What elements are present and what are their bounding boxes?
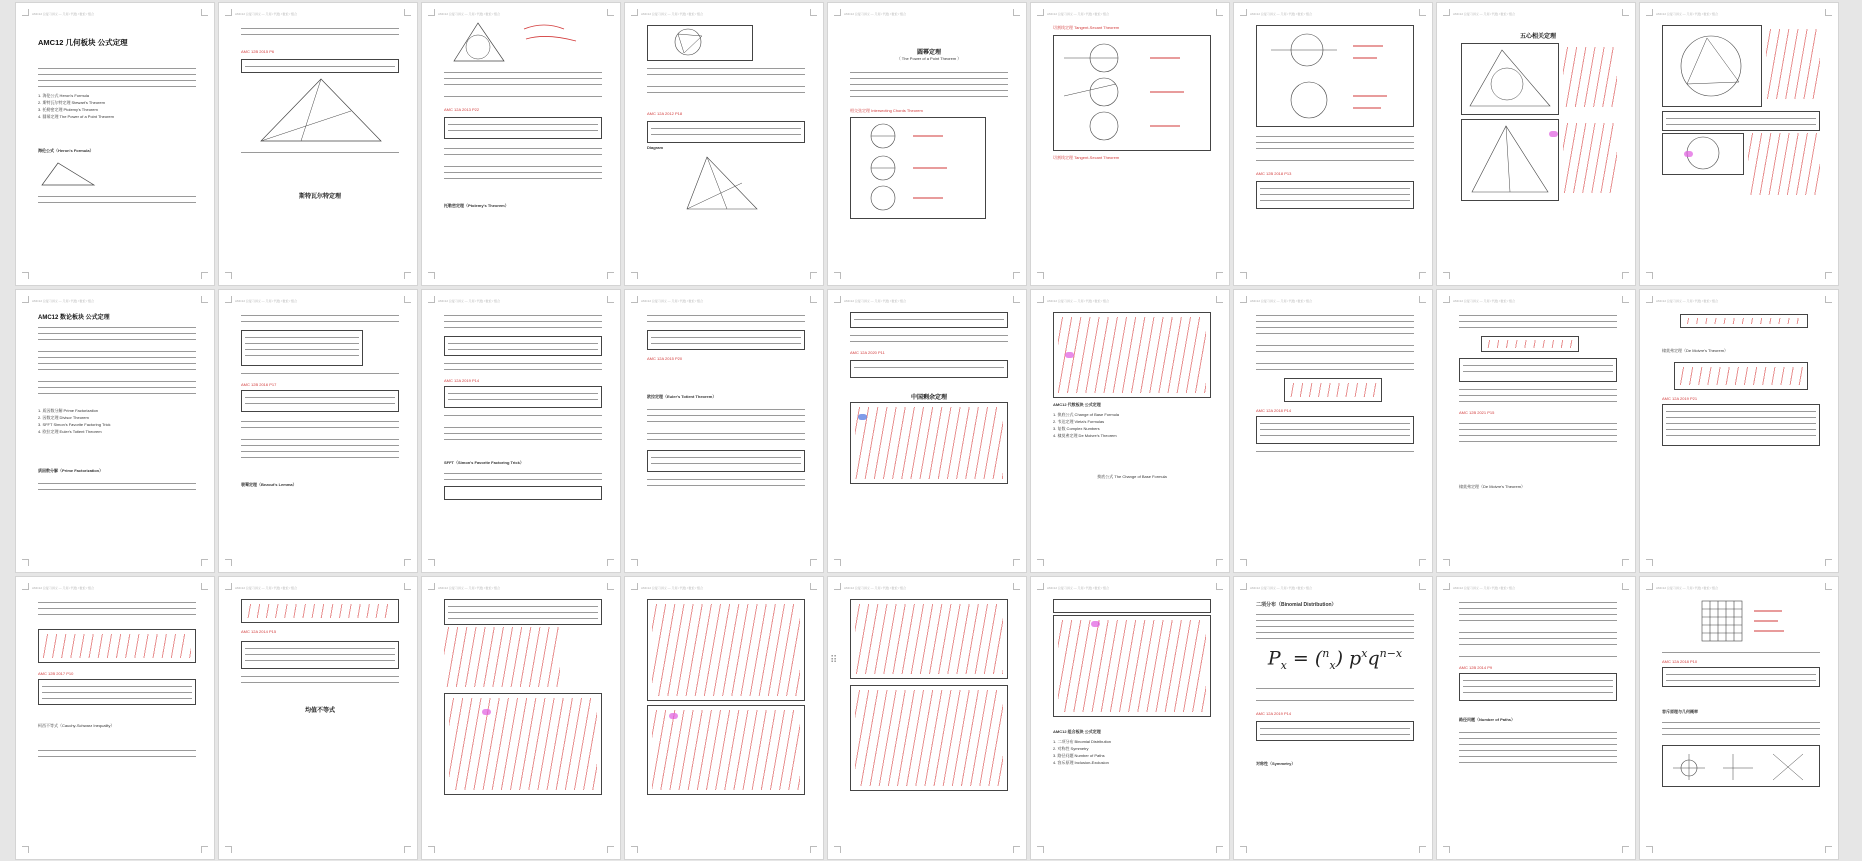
paragraph	[647, 406, 805, 424]
paragraph	[647, 65, 805, 77]
paragraph	[241, 418, 399, 430]
problem-box	[444, 599, 602, 625]
triangle-figure	[241, 75, 399, 145]
paragraph	[38, 599, 196, 617]
triangle-figure	[38, 159, 104, 187]
formula-box	[647, 450, 805, 472]
problem-box	[241, 641, 399, 669]
problem-box	[1256, 721, 1414, 741]
page-header: AMC12 总复习讲义 — 几何 / 代数 / 数论 / 组合	[1656, 586, 1719, 590]
problem-box	[1256, 181, 1414, 209]
circle-diagrams	[1053, 35, 1211, 151]
page-title: AMC12 组合板块 公式定理	[1053, 729, 1101, 734]
solution-box	[1053, 312, 1211, 398]
problem-box	[241, 59, 399, 73]
circle-figure	[647, 25, 753, 61]
page-header: AMC12 总复习讲义 — 几何 / 代数 / 数论 / 组合	[641, 299, 704, 303]
page-header: AMC12 总复习讲义 — 几何 / 代数 / 数论 / 组合	[32, 586, 95, 590]
doc-page[interactable]	[422, 290, 620, 572]
list-item: 2. 因数定理 Divisor Theorem	[38, 415, 89, 420]
page-subtitle: （ The Power of a Point Theorem ）	[896, 56, 962, 61]
paragraph	[38, 65, 196, 87]
page-header: AMC12 总复习讲义 — 几何 / 代数 / 数论 / 组合	[1047, 12, 1110, 16]
paragraph	[1256, 360, 1414, 372]
page-header: AMC12 总复习讲义 — 几何 / 代数 / 数论 / 组合	[32, 12, 95, 16]
paragraph	[38, 324, 196, 342]
problem-label: AMC 12A 2018 P10	[1662, 659, 1698, 664]
list-item: 3. 复数 Complex Numbers	[1053, 426, 1100, 431]
problem-box	[647, 121, 805, 143]
list-item: 2. 斯特瓦尔特定理 Stewart's Theorem	[38, 100, 105, 105]
page-header: AMC12 总复习讲义 — 几何 / 代数 / 数论 / 组合	[1047, 299, 1110, 303]
formula-box	[1284, 378, 1382, 402]
doc-page[interactable]	[1031, 290, 1229, 572]
paragraph	[1256, 611, 1414, 641]
problem-label: AMC 12A 2019 P14	[444, 378, 480, 383]
doc-page[interactable]	[219, 577, 417, 859]
doc-page[interactable]	[1640, 3, 1838, 285]
paragraph	[647, 312, 805, 324]
section-heading: 海伦公式（Heron's Formula）	[38, 148, 94, 153]
paragraph	[1459, 629, 1617, 647]
doc-page[interactable]	[1031, 3, 1229, 285]
page-header: AMC12 总复习讲义 — 几何 / 代数 / 数论 / 组合	[641, 586, 704, 590]
problem-label: AMC 12A 2019 P21	[1662, 396, 1698, 401]
list-item: 3. 托勒密定理 Ptolemy's Theorem	[38, 107, 98, 112]
solution-box	[444, 693, 602, 795]
doc-page[interactable]	[625, 577, 823, 859]
paragraph	[444, 145, 602, 157]
triangle-figure	[444, 19, 602, 65]
problem-label: AMC 12A 2012 P18	[647, 111, 683, 116]
section-heading: 均值不等式	[304, 708, 335, 714]
page-header: AMC12 总复习讲义 — 几何 / 代数 / 数论 / 组合	[438, 299, 501, 303]
problem-box	[1459, 673, 1617, 701]
section-heading: 对称性（Symmetry）	[1256, 761, 1296, 766]
paragraph	[444, 93, 602, 99]
paragraph	[647, 430, 805, 442]
paragraph	[444, 69, 602, 87]
section-label: 棣莫弗定理（De Moivre's Theorem）	[1662, 348, 1729, 353]
section-label: 相交弦定理 Intersecting Chords Theorem	[850, 108, 923, 113]
section-label: 切割线定理 Tangent-Secant Theorem	[1053, 155, 1120, 160]
handwritten-notes	[444, 627, 560, 687]
page-header: AMC12 总复习讲义 — 几何 / 代数 / 数论 / 组合	[1453, 299, 1516, 303]
doc-page[interactable]	[828, 3, 1026, 285]
section-heading: 路径问题（Number of Paths）	[1459, 717, 1516, 722]
paragraph	[241, 370, 399, 376]
formula-box	[1481, 336, 1579, 352]
list-item: 2. 对称性 Symmetry	[1053, 746, 1089, 751]
section-heading: 二项分布（Binomial Distribution）	[1256, 602, 1337, 608]
paragraph	[38, 480, 196, 492]
formula-box	[241, 599, 399, 623]
problem-box	[38, 679, 196, 705]
paragraph	[1256, 342, 1414, 354]
paragraph	[1459, 386, 1617, 404]
problem-label: AMC 12A 2020 P11	[850, 350, 885, 355]
doc-page[interactable]	[16, 290, 214, 572]
doc-page[interactable]	[219, 3, 417, 285]
handwritten-notes	[1766, 29, 1820, 99]
list-item: 4. 欧拉定理 Euler's Totient Theorem	[38, 429, 102, 434]
list-item: 1. 质因数分解 Prime Factorization	[38, 408, 99, 413]
problem-box	[850, 360, 1008, 378]
page-header: AMC12 总复习讲义 — 几何 / 代数 / 数论 / 组合	[235, 586, 298, 590]
page-title: 五心相关定理	[1519, 34, 1556, 40]
paragraph	[444, 412, 602, 418]
paragraph	[444, 163, 602, 181]
doc-page[interactable]	[1234, 577, 1432, 859]
page-header: AMC12 总复习讲义 — 几何 / 代数 / 数论 / 组合	[844, 12, 907, 16]
doc-page[interactable]	[1437, 290, 1635, 572]
page-header: AMC12 总复习讲义 — 几何 / 代数 / 数论 / 组合	[235, 12, 298, 16]
page-header: AMC12 总复习讲义 — 几何 / 代数 / 数论 / 组合	[844, 299, 907, 303]
paragraph	[444, 470, 602, 482]
paragraph	[1256, 685, 1414, 691]
list-item: 2. 韦达定理 Vieta's Formulas	[1053, 419, 1105, 424]
list-item: 4. 棣莫弗定理 De Moivre's Theorem	[1053, 433, 1117, 438]
page-header: AMC12 总复习讲义 — 几何 / 代数 / 数论 / 组合	[438, 12, 501, 16]
paragraph	[1256, 448, 1414, 454]
formula-box	[38, 629, 196, 663]
solution-box	[850, 599, 1008, 679]
doc-page[interactable]	[219, 290, 417, 572]
section-heading: 裴蜀定理（Bezout's Lemma）	[241, 482, 297, 487]
page-header: AMC12 总复习讲义 — 几何 / 代数 / 数论 / 组合	[641, 12, 704, 16]
section-heading: 欧拉定理（Euler's Totient Theorem）	[647, 394, 717, 399]
page-header: AMC12 总复习讲义 — 几何 / 代数 / 数论 / 组合	[844, 586, 907, 590]
section-label: 柯西不等式（Cauchy-Schwarz Inequality）	[38, 723, 115, 728]
paragraph	[241, 25, 399, 37]
paragraph	[38, 747, 196, 759]
diagram-label: Diagram	[647, 145, 664, 150]
problem-label: AMC 12A 2015 P20	[647, 356, 683, 361]
problem-box	[444, 117, 602, 139]
page-header: AMC12 总复习讲义 — 几何 / 代数 / 数论 / 组合	[1250, 299, 1313, 303]
paragraph	[647, 83, 805, 95]
paragraph	[38, 193, 196, 207]
section-heading: 中国剩余定理	[910, 395, 947, 401]
problem-box	[647, 330, 805, 350]
page-header: AMC12 总复习讲义 — 几何 / 代数 / 数论 / 组合	[1656, 12, 1719, 16]
doc-page[interactable]	[625, 3, 823, 285]
paragraph	[647, 476, 805, 488]
page-title: AMC12 代数板块 公式定理	[1053, 402, 1101, 407]
paragraph	[850, 69, 1008, 99]
paragraph	[444, 360, 602, 372]
section-heading: 容斥原理与几何概率	[1662, 709, 1698, 714]
problem-box	[850, 312, 1008, 328]
problem-label: AMC 12B 2021 P15	[1459, 410, 1495, 415]
problem-box	[1662, 667, 1820, 687]
formula-box	[241, 330, 363, 366]
paragraph	[1662, 719, 1820, 737]
answer-choices	[241, 149, 399, 155]
paragraph	[1459, 653, 1617, 659]
page-header: AMC12 总复习讲义 — 几何 / 代数 / 数论 / 组合	[1453, 586, 1516, 590]
handwritten-notes	[1563, 123, 1617, 193]
problem-label: AMC 12B 2017 P10	[38, 671, 74, 676]
doc-page[interactable]	[1437, 3, 1635, 285]
paragraph	[850, 332, 1008, 344]
paragraph	[1459, 420, 1617, 444]
problem-box	[1256, 416, 1414, 444]
section-heading: 托勒密定理（Ptolemy's Theorem）	[444, 203, 509, 208]
list-item: 4. 圆幂定理 The Power of a Point Theorem	[38, 114, 114, 119]
page-title: AMC12 几何板块 公式定理	[38, 38, 128, 47]
problem-label: AMC 12B 2015 P6	[241, 49, 275, 54]
paragraph	[241, 673, 399, 685]
page-header: AMC12 总复习讲义 — 几何 / 代数 / 数论 / 组合	[1656, 299, 1719, 303]
problem-label: AMC 12B 2018 P13	[1256, 171, 1292, 176]
paragraph	[1662, 649, 1820, 655]
doc-page[interactable]	[828, 290, 1026, 572]
doc-page[interactable]	[1031, 577, 1229, 859]
section-heading: 质因数分解（Prime Factorization）	[38, 468, 104, 473]
footnote: 棣莫弗定理（De Moivre's Theorem）	[1459, 484, 1526, 489]
problem-box	[444, 386, 602, 408]
circle-figure	[1662, 25, 1762, 107]
paragraph	[241, 312, 399, 324]
solution-box	[1053, 615, 1211, 717]
grid-figure	[1662, 599, 1820, 643]
list-item: 1. 换底公式 Change of Base Formula	[1053, 412, 1120, 417]
triangle-figure	[647, 153, 805, 213]
paragraph	[1459, 599, 1617, 623]
solution-box	[850, 402, 1008, 484]
paragraph	[1256, 697, 1414, 703]
figure-box	[1662, 745, 1820, 787]
formula-box	[1680, 314, 1808, 328]
page-header: AMC12 总复习讲义 — 几何 / 代数 / 数论 / 组合	[235, 299, 298, 303]
circle-figure	[1662, 133, 1744, 175]
problem-label: AMC 12B 2016 P17	[241, 382, 277, 387]
doc-page[interactable]	[422, 3, 620, 285]
doc-page[interactable]	[828, 577, 1026, 859]
problem-box	[1662, 111, 1820, 131]
page-header: AMC12 总复习讲义 — 几何 / 代数 / 数论 / 组合	[1453, 12, 1516, 16]
doc-page[interactable]	[16, 3, 214, 285]
paragraph	[444, 424, 602, 442]
doc-page[interactable]	[1234, 290, 1432, 572]
section-label: 切割线定理 Tangent-Secant Theorem	[1053, 25, 1120, 30]
drag-handle-icon[interactable]: ⠿	[830, 655, 838, 666]
problem-box	[444, 336, 602, 356]
handwritten-notes	[1748, 133, 1820, 195]
page-title: AMC12 数论板块 公式定理	[38, 315, 110, 321]
formula-box	[444, 486, 602, 500]
list-item: 3. 路径问题 Number of Paths	[1053, 753, 1105, 758]
paragraph	[1256, 133, 1414, 151]
problem-box	[1662, 404, 1820, 446]
problem-label: AMC 12A 2014 P15	[241, 629, 277, 634]
list-item: 1. 海伦公式 Heron's Formula	[38, 93, 89, 98]
triangle-figure	[1461, 43, 1559, 115]
triangle-figure	[1461, 119, 1559, 201]
binomial-formula: $P_x = (^n_x)$ $p^xq^{n-x}$	[1267, 647, 1403, 673]
paragraph	[1256, 157, 1414, 163]
circle-diagrams	[1256, 25, 1414, 127]
circle-diagrams	[850, 117, 986, 219]
formula-box	[1674, 362, 1808, 390]
problem-box	[1459, 358, 1617, 382]
solution-box	[647, 599, 805, 701]
paragraph	[38, 378, 196, 396]
problem-label: AMC 12A 2019 P14	[1256, 711, 1292, 716]
problem-label: AMC 12A 2013 P22	[444, 107, 480, 112]
footnote: 换底公式 The Change of Base Formula	[1097, 474, 1167, 479]
doc-page[interactable]	[1437, 577, 1635, 859]
solution-box	[850, 685, 1008, 791]
page-header: AMC12 总复习讲义 — 几何 / 代数 / 数论 / 组合	[1047, 586, 1110, 590]
doc-page[interactable]	[16, 577, 214, 859]
doc-page[interactable]	[422, 577, 620, 859]
section-heading: 斯特瓦尔特定理	[298, 194, 341, 200]
paragraph	[241, 436, 399, 460]
paragraph	[1459, 312, 1617, 330]
page-header: AMC12 总复习讲义 — 几何 / 代数 / 数论 / 组合	[1250, 12, 1313, 16]
list-item: 1. 二项分布 Binomial Distribution	[1053, 739, 1112, 744]
problem-label: AMC 12B 2014 P9	[1459, 665, 1493, 670]
page-header: AMC12 总复习讲义 — 几何 / 代数 / 数论 / 组合	[438, 586, 501, 590]
section-heading: SFFT（Simon's Favorite Factoring Trick）	[444, 460, 524, 465]
page-title: 圆幂定理	[916, 50, 941, 56]
doc-page[interactable]	[1640, 290, 1838, 572]
list-item: 4. 容斥原理 Inclusion-Exclusion	[1053, 760, 1109, 765]
paragraph	[1256, 312, 1414, 336]
list-item: 3. SFFT Simon's Favorite Factoring Trick	[38, 422, 111, 427]
paragraph	[444, 312, 602, 330]
paragraph	[1459, 729, 1617, 765]
problem-box	[241, 390, 399, 412]
problem-box	[1053, 599, 1211, 613]
page-header: AMC12 总复习讲义 — 几何 / 代数 / 数论 / 组合	[32, 299, 95, 303]
doc-page[interactable]	[1234, 3, 1432, 285]
doc-page[interactable]	[625, 290, 823, 572]
problem-label: AMC 12A 2018 P14	[1256, 408, 1292, 413]
page-header: AMC12 总复习讲义 — 几何 / 代数 / 数论 / 组合	[1250, 586, 1313, 590]
handwritten-notes	[1563, 47, 1617, 107]
paragraph	[38, 348, 196, 372]
doc-page[interactable]	[1640, 577, 1838, 859]
